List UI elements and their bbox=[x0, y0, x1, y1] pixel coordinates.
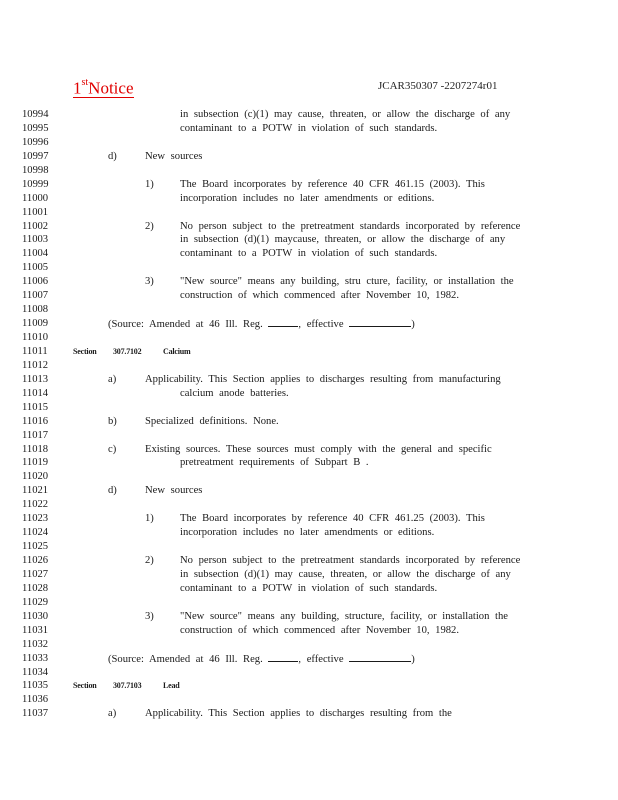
line-number: 11006 bbox=[22, 276, 49, 288]
document-line bbox=[0, 456, 618, 470]
subsection-label: b) bbox=[108, 415, 117, 427]
line-number: 11032 bbox=[22, 638, 49, 650]
line-number: 11003 bbox=[22, 234, 49, 246]
document-line bbox=[0, 512, 618, 526]
line-number: 11023 bbox=[22, 513, 49, 525]
line-number: 11015 bbox=[22, 401, 49, 413]
subsection-label: d) bbox=[108, 150, 117, 162]
paragraph-number: 2) bbox=[145, 555, 154, 566]
document-line bbox=[0, 554, 618, 568]
line-number: 11000 bbox=[22, 192, 49, 204]
line-number: 11037 bbox=[22, 708, 49, 720]
document-line bbox=[0, 261, 618, 275]
line-number: 11001 bbox=[22, 206, 49, 218]
register-page-blank bbox=[268, 652, 298, 662]
line-number: 11029 bbox=[22, 596, 49, 608]
page-header bbox=[0, 76, 618, 98]
line-text: New sources bbox=[145, 150, 203, 162]
line-number: 11034 bbox=[22, 666, 49, 678]
line-text: The Board incorporates by reference 40 CFR 461.15 (2003). This bbox=[180, 178, 485, 190]
register-page-blank bbox=[268, 317, 298, 327]
document-line bbox=[0, 652, 618, 666]
line-text: Applicability. This Section applies to discharges resulting from manufacturing bbox=[145, 373, 501, 385]
document-line bbox=[0, 624, 618, 638]
document-body bbox=[0, 108, 618, 721]
effective-date-blank bbox=[349, 317, 411, 327]
line-number: 11018 bbox=[22, 443, 49, 455]
line-text: incorporation includes no later amendments or editions. bbox=[180, 192, 435, 204]
line-text: pretreatment requirements of Subpart B . bbox=[180, 457, 369, 469]
paragraph-number: 1) bbox=[145, 513, 154, 525]
line-text: The Board incorporates by reference 40 CFR 461.25 (2003). This bbox=[180, 513, 485, 525]
subsection-label: d) bbox=[108, 485, 117, 497]
document-line bbox=[0, 303, 618, 317]
line-number: 10998 bbox=[22, 164, 49, 176]
line-text: contaminant to a POTW in violation of such standards. bbox=[180, 582, 438, 594]
section-word: Section bbox=[73, 681, 97, 691]
notice-title: 1stNotice bbox=[73, 77, 134, 98]
document-line bbox=[0, 638, 618, 652]
document-line bbox=[0, 331, 618, 345]
line-number: 11005 bbox=[22, 262, 49, 274]
document-line bbox=[0, 122, 618, 136]
document-line bbox=[0, 596, 618, 610]
document-line bbox=[0, 233, 618, 247]
line-text: Specialized definitions. None. bbox=[145, 415, 279, 427]
line-text: New sources bbox=[145, 485, 203, 497]
paragraph-number: 1) bbox=[145, 178, 154, 190]
line-text: in subsection (d)(1) may cause, threaten, or allow the discharge of any bbox=[180, 568, 511, 580]
document-line bbox=[0, 470, 618, 484]
line-number: 11008 bbox=[22, 304, 49, 316]
line-number: 10994 bbox=[22, 109, 49, 120]
source-note: (Source: Amended at 46 Ill. Reg. , effective ) bbox=[108, 653, 415, 665]
document-line bbox=[0, 275, 618, 289]
document-code: JCAR350307 -2207274r01 bbox=[378, 80, 498, 92]
line-text: construction of which commenced after November 10, 1982. bbox=[180, 624, 459, 636]
paragraph-number: 2) bbox=[145, 220, 154, 232]
document-line bbox=[0, 164, 618, 178]
document-line bbox=[0, 317, 618, 331]
line-number: 11031 bbox=[22, 624, 49, 636]
line-number: 10996 bbox=[22, 136, 49, 148]
line-text: No person subject to the pretreatment standards incorporated by reference bbox=[180, 220, 521, 232]
document-line bbox=[0, 582, 618, 596]
line-text: incorporation includes no later amendments or editions. bbox=[180, 527, 435, 539]
document-line bbox=[0, 679, 618, 693]
line-text: "New source" means any building, stru cture, facility, or installation the bbox=[180, 276, 514, 288]
document-line bbox=[0, 289, 618, 303]
line-number: 11022 bbox=[22, 499, 49, 511]
document-line bbox=[0, 429, 618, 443]
line-number: 11002 bbox=[22, 220, 49, 232]
line-number: 11012 bbox=[22, 359, 49, 371]
line-text: contaminant to a POTW in violation of such standards. bbox=[180, 248, 438, 260]
line-number: 11014 bbox=[22, 387, 49, 399]
line-text: contaminant to a POTW in violation of such standards. bbox=[180, 122, 438, 134]
line-number: 11010 bbox=[22, 332, 49, 343]
line-number: 11017 bbox=[22, 429, 49, 441]
line-number: 11028 bbox=[22, 582, 49, 594]
line-number: 11024 bbox=[22, 527, 49, 539]
subsection-label: c) bbox=[108, 443, 117, 455]
section-number: 307.7103 bbox=[113, 681, 142, 691]
document-line bbox=[0, 373, 618, 387]
line-number: 11020 bbox=[22, 471, 49, 483]
document-line bbox=[0, 345, 618, 359]
document-line bbox=[0, 108, 618, 122]
line-number: 11021 bbox=[22, 485, 49, 497]
section-heading bbox=[73, 679, 180, 693]
line-number: 11013 bbox=[22, 373, 49, 385]
document-line bbox=[0, 484, 618, 498]
line-number: 10999 bbox=[22, 178, 49, 190]
line-text: "New source" means any building, structure, facility, or installation the bbox=[180, 610, 508, 622]
document-line bbox=[0, 610, 618, 624]
line-number: 11025 bbox=[22, 541, 49, 553]
line-text: No person subject to the pretreatment standards incorporated by reference bbox=[180, 555, 521, 566]
line-number: 11035 bbox=[22, 680, 49, 692]
document-line bbox=[0, 666, 618, 680]
document-line bbox=[0, 707, 618, 721]
document-line bbox=[0, 443, 618, 457]
line-text: Applicability. This Section applies to discharges resulting from the bbox=[145, 708, 452, 720]
section-number: 307.7102 bbox=[113, 346, 142, 356]
line-number: 11011 bbox=[22, 345, 48, 357]
line-text: in subsection (d)(1) maycause, threaten, or allow the discharge of any bbox=[180, 234, 506, 246]
line-number: 11027 bbox=[22, 568, 49, 580]
document-line bbox=[0, 540, 618, 554]
document-line bbox=[0, 192, 618, 206]
document-line bbox=[0, 415, 618, 429]
line-number: 11016 bbox=[22, 415, 49, 427]
paragraph-number: 3) bbox=[145, 276, 154, 288]
effective-date-blank bbox=[349, 652, 411, 662]
line-text: Existing sources. These sources must comply with the general and specific bbox=[145, 443, 492, 455]
line-number: 11004 bbox=[22, 248, 49, 260]
subsection-label: a) bbox=[108, 373, 117, 385]
document-line bbox=[0, 150, 618, 164]
subsection-label: a) bbox=[108, 708, 117, 720]
document-line bbox=[0, 498, 618, 512]
document-line bbox=[0, 387, 618, 401]
line-number: 10997 bbox=[22, 150, 49, 162]
document-line bbox=[0, 401, 618, 415]
line-number: 11030 bbox=[22, 610, 49, 622]
document-line bbox=[0, 178, 618, 192]
document-line bbox=[0, 693, 618, 707]
line-text: in subsection (c)(1) may cause, threaten, or allow the discharge of any bbox=[180, 109, 511, 120]
line-number: 10995 bbox=[22, 122, 49, 134]
document-line bbox=[0, 136, 618, 150]
document-line bbox=[0, 247, 618, 261]
line-number: 11033 bbox=[22, 652, 49, 664]
line-text: construction of which commenced after November 10, 1982. bbox=[180, 290, 459, 302]
line-number: 11009 bbox=[22, 318, 49, 330]
line-number: 11036 bbox=[22, 694, 49, 706]
line-number: 11007 bbox=[22, 290, 49, 302]
section-word: Section bbox=[73, 346, 97, 356]
document-line bbox=[0, 568, 618, 582]
source-note: (Source: Amended at 46 Ill. Reg. , effective ) bbox=[108, 319, 415, 331]
line-text: calcium anode batteries. bbox=[180, 387, 289, 399]
section-title: Calcium bbox=[163, 346, 191, 356]
section-title: Lead bbox=[163, 681, 180, 691]
paragraph-number: 3) bbox=[145, 610, 154, 622]
document-line bbox=[0, 526, 618, 540]
document-line bbox=[0, 206, 618, 220]
line-number: 11019 bbox=[22, 457, 49, 469]
section-heading bbox=[73, 345, 191, 359]
document-line bbox=[0, 220, 618, 234]
line-number: 11026 bbox=[22, 555, 49, 566]
document-line bbox=[0, 359, 618, 373]
